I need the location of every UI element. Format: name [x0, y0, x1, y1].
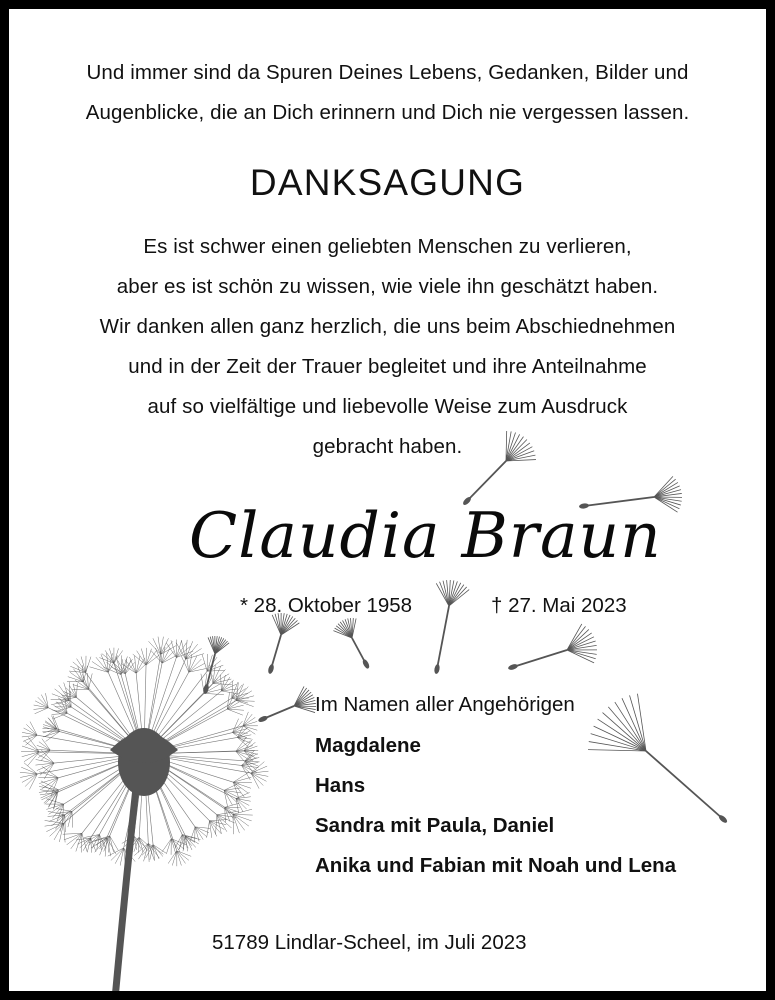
message-line-3: Wir danken allen ganz herzlich, die uns beim Abschiednehmen	[99, 315, 676, 338]
deceased-name: Claudia Braun	[189, 499, 662, 572]
message-line-5: auf so vielfältige und liebevolle Weise zum Ausdruck	[147, 395, 628, 418]
message-line-2: aber es ist schön zu wissen, wie viele ihn geschätzt haben.	[116, 275, 659, 298]
family-member: Hans	[315, 774, 366, 797]
dandelion-seed-icon	[434, 580, 470, 674]
dandelion-seed-icon	[462, 431, 536, 506]
dandelion-seed-icon	[507, 624, 597, 671]
dandelion-seed-icon	[333, 618, 370, 670]
dandelion-seed-icon	[202, 636, 229, 694]
notice-heading: DANKSAGUNG	[249, 162, 526, 203]
place-and-date: 51789 Lindlar-Scheel, im Juli 2023	[212, 931, 527, 954]
death-date: † 27. Mai 2023	[491, 594, 627, 617]
family-member: Magdalene	[315, 734, 421, 757]
message-line-4: und in der Zeit der Trauer begleitet und ihre Anteilnahme	[128, 355, 647, 378]
birth-date: * 28. Oktober 1958	[240, 594, 413, 617]
dandelion-seed-icon	[257, 686, 316, 723]
intro-line-2: Augenblicke, die an Dich erinnern und Dich nie vergessen lassen.	[85, 101, 690, 124]
family-member: Anika und Fabian mit Noah und Lena	[315, 854, 677, 877]
dandelion-seed-icon	[588, 694, 728, 825]
intro-line-1: Und immer sind da Spuren Deines Lebens, Gedanken, Bilder und	[86, 61, 689, 84]
family-member: Sandra mit Paula, Daniel	[315, 814, 555, 837]
message-line-6: gebracht haben.	[312, 435, 463, 458]
message-line-1: Es ist schwer einen geliebten Menschen zu verlieren,	[143, 235, 632, 258]
dandelion-seed-icon	[267, 613, 299, 675]
family-intro: Im Namen aller Angehörigen	[315, 693, 575, 716]
